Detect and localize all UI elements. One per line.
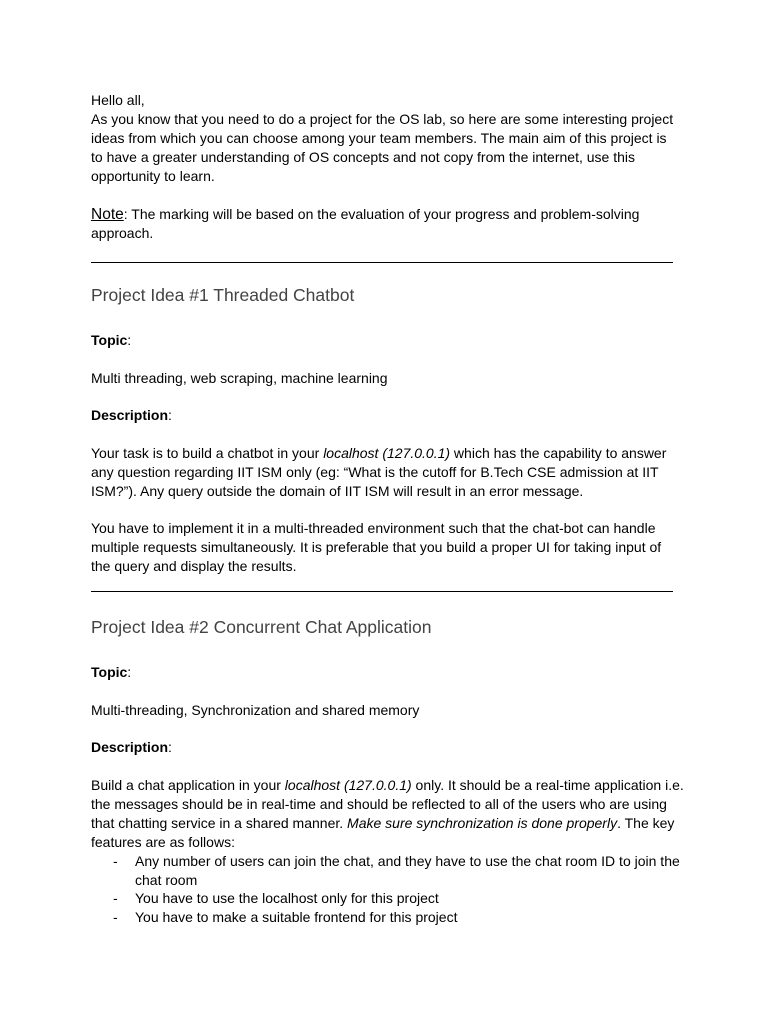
note-paragraph	[91, 205, 651, 243]
list-item-text: Any number of users can join the chat, and they have to use the chat room ID to join the chat room	[135, 853, 680, 888]
divider	[91, 591, 673, 592]
project-2-title: Project Idea #2 Concurrent Chat Application	[91, 617, 432, 637]
desc-text: Build a chat application in your	[91, 777, 285, 793]
project-1-description-paragraph-2: You have to implement it in a multi-threaded environment such that the chat-bot can handle multiple requests simultaneously. It is preferable that you build a proper UI for taking input of the query and display the results.	[91, 520, 662, 574]
project-1-title: Project Idea #1 Threaded Chatbot	[91, 285, 355, 305]
localhost-emphasis: localhost (127.0.0.1)	[284, 777, 412, 793]
list-item	[113, 889, 688, 908]
colon: :	[127, 332, 132, 348]
bullet-dash: -	[113, 853, 118, 869]
project-1-topic: Multi threading, web scraping, machine learning	[91, 370, 388, 386]
sync-emphasis: Make sure synchronization is done properly	[347, 815, 618, 831]
project-1-description-label	[91, 406, 691, 425]
colon: :	[168, 739, 172, 755]
list-item	[113, 908, 688, 927]
project-2-topic-label	[91, 663, 691, 682]
project-1-description-paragraph-1	[91, 444, 681, 501]
project-2-topic: Multi-threading, Synchronization and shared memory	[91, 702, 420, 718]
topic-label: Topic	[91, 332, 128, 348]
divider	[91, 262, 673, 263]
list-item-text: You have to make a suitable frontend for this project	[135, 909, 458, 925]
desc-text: . The key features are as follows:	[91, 815, 675, 850]
topic-label: Topic	[91, 664, 128, 680]
intro-block	[91, 91, 691, 186]
greeting: Hello all,	[91, 92, 145, 108]
desc-text: Your task is to build a chatbot in your	[91, 445, 324, 461]
project-1-topic-label	[91, 331, 691, 350]
project-2-description	[91, 776, 691, 852]
project-2-description-label	[91, 738, 691, 757]
note-label: Note	[91, 206, 124, 223]
description-label: Description	[91, 407, 169, 423]
list-item-text: You have to use the localhost only for this project	[135, 890, 439, 906]
colon: :	[127, 664, 132, 680]
intro-paragraph: As you know that you need to do a project for the OS lab, so here are some interesting project ideas from which you can choose among your team members. The main aim of this project is to have a greater understanding of OS concepts and not copy from the internet, use this opportunity to learn.	[91, 111, 674, 184]
bullet-dash: -	[113, 909, 118, 925]
list-item	[113, 852, 688, 890]
note-text: : The marking will be based on the evaluation of your progress and problem-solving approach.	[91, 206, 640, 241]
desc-text: which has the capability to answer any question regarding IIT ISM only (eg: “What is the cutoff for B.Tech CSE admission at IIT ISM?”). Any query outside the domain of IIT ISM will result in an error message.	[91, 445, 667, 499]
desc-text: only. It should be a real-time application i.e. the messages should be in real-time and should be reflected to all of the users who are using that chatting service in a shared manner.	[91, 777, 684, 831]
description-label: Description	[91, 739, 169, 755]
bullet-dash: -	[113, 890, 118, 906]
colon: :	[168, 407, 172, 423]
localhost-emphasis: localhost (127.0.0.1)	[323, 445, 451, 461]
